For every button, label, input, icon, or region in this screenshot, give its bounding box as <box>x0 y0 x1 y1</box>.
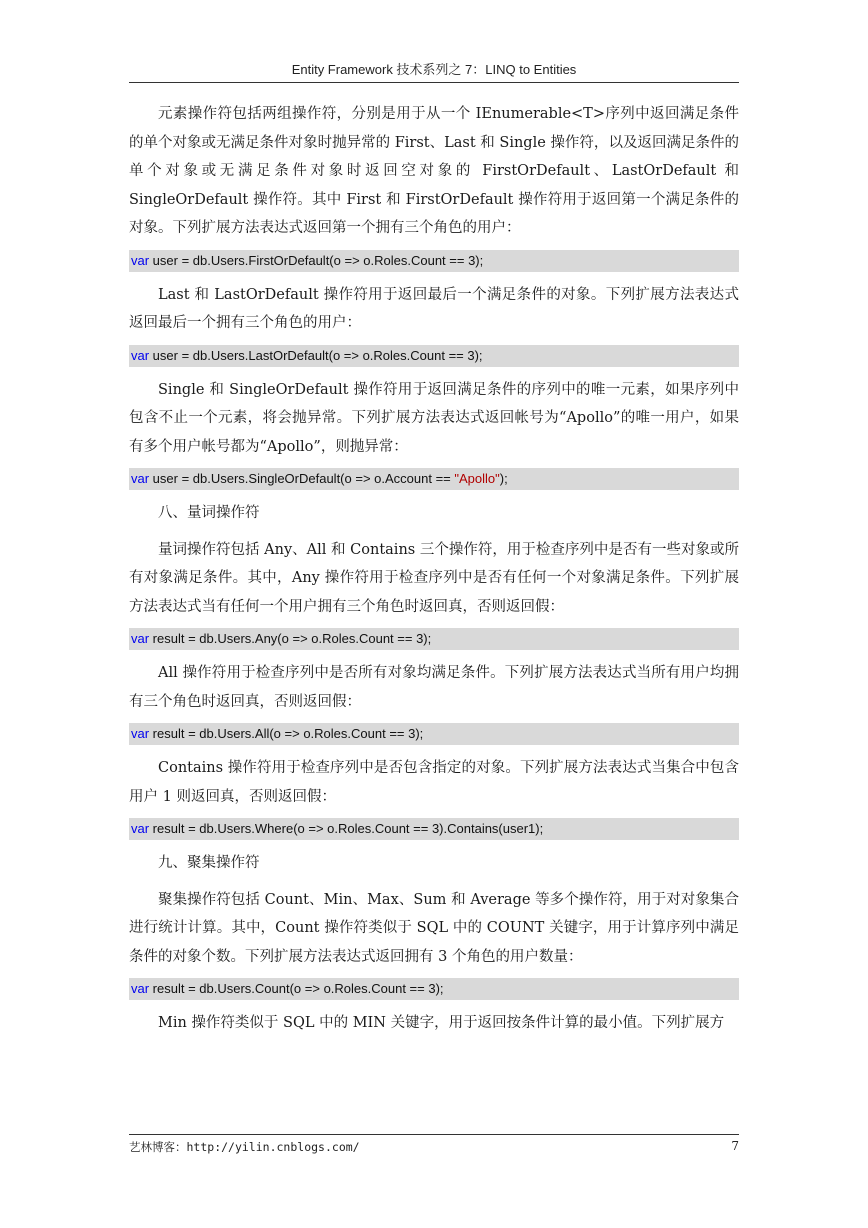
code-text: result = db.Users.Where(o => o.Roles.Count == 3).Contains(user1); <box>149 821 544 836</box>
code-keyword: var <box>131 981 150 996</box>
code-all <box>129 723 739 745</box>
code-count <box>129 978 739 1000</box>
page-content <box>129 100 739 1038</box>
paragraph-min: Min 操作符类似于 SQL 中的 MIN 关键字，用于返回按条件计算的最小值。下列扩展方 <box>158 1015 725 1031</box>
code-keyword: var <box>131 471 150 486</box>
code-text-tail: ); <box>499 471 508 486</box>
code-first-or-default <box>129 250 739 272</box>
code-any <box>129 628 739 650</box>
code-keyword: var <box>131 726 150 741</box>
paragraph-all: All 操作符用于检查序列中是否所有对象均满足条件。下列扩展方法表达式当所有用户均拥有三个角色时返回真，否则返回假： <box>129 665 739 710</box>
code-last-or-default <box>129 345 739 367</box>
paragraph-quantifiers: 量词操作符包括 Any、All 和 Contains 三个操作符，用于检查序列中是否有一些对象或所有对象满足条件。其中，Any 操作符用于检查序列中是否有任何一个对象满足条件。下列扩展方法表达式当有任何一个用户拥有三个角色时返回真，否则返回假： <box>129 541 739 615</box>
code-text: user = db.Users.SingleOrDefault(o => o.Account == <box>149 471 455 486</box>
page-number: 7 <box>731 1139 739 1153</box>
code-single-or-default <box>129 468 739 490</box>
code-string: "Apollo" <box>454 471 500 486</box>
paragraph-aggregates: 聚集操作符包括 Count、Min、Max、Sum 和 Average 等多个操作符，用于对对象集合进行统计计算。其中，Count 操作符类似于 SQL 中的 COUNT 关键字，用于计算序列中满足条件的对象个数。下列扩展方法表达式返回拥有 3 个角色的用户数量： <box>129 891 739 965</box>
section-heading-aggregates: 九、聚集操作符 <box>158 855 260 871</box>
code-keyword: var <box>131 347 150 363</box>
page-footer <box>129 1134 739 1155</box>
code-text: result = db.Users.All(o => o.Roles.Count == 3); <box>149 726 424 741</box>
paragraph-contains: Contains 操作符用于检查序列中是否包含指定的对象。下列扩展方法表达式当集合中包含用户 1 则返回真，否则返回假： <box>129 760 739 805</box>
paragraph-element-operators: 元素操作符包括两组操作符，分别是用于从一个 IEnumerable<T>序列中返回满足条件的单个对象或无满足条件对象时抛异常的 First、Last 和 Single 操作符，以及返回满足条件的单个对象或无满足条件对象时返回空对象的 FirstOrDefault、LastOrDefault 和 SingleOrDefault 操作符。其中 First 和 FirstOrDefault 操作符用于返回第一个满足条件的对象。下列扩展方法表达式返回第一个拥有三个角色的用户： <box>129 106 739 236</box>
footer-blog-url: 艺林博客：http://yilin.cnblogs.com/ <box>129 1140 360 1154</box>
code-keyword: var <box>131 821 150 836</box>
code-text: user = db.Users.LastOrDefault(o => o.Roles.Count == 3); <box>149 347 483 363</box>
code-contains <box>129 818 739 840</box>
code-text: result = db.Users.Any(o => o.Roles.Count == 3); <box>149 631 432 646</box>
section-heading-quantifiers: 八、量词操作符 <box>158 505 260 521</box>
page-header: Entity Framework 技术系列之 7：LINQ to Entities <box>129 58 739 83</box>
code-text: result = db.Users.Count(o => o.Roles.Count == 3); <box>149 981 444 996</box>
code-text: user = db.Users.FirstOrDefault(o => o.Roles.Count == 3); <box>149 252 484 268</box>
paragraph-single: Single 和 SingleOrDefault 操作符用于返回满足条件的序列中的唯一元素，如果序列中包含不止一个元素，将会抛异常。下列扩展方法表达式返回帐号为“Apollo”的唯一用户，如果有多个用户帐号都为“Apollo”，则抛异常： <box>129 381 739 455</box>
paragraph-last: Last 和 LastOrDefault 操作符用于返回最后一个满足条件的对象。下列扩展方法表达式返回最后一个拥有三个角色的用户： <box>129 286 739 331</box>
code-keyword: var <box>131 631 150 646</box>
code-keyword: var <box>131 252 150 268</box>
